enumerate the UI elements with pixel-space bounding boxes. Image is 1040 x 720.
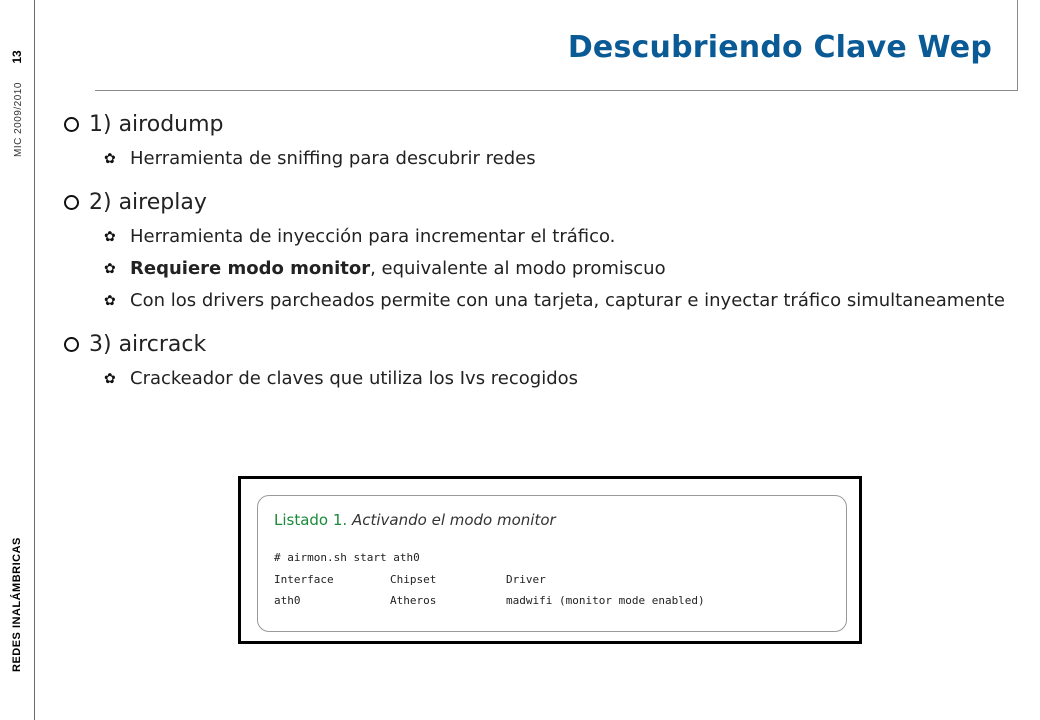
- bullet-aireplay: [62, 186, 1012, 218]
- sub-bullet-text: Con los drivers parcheados permite con una tarjeta, capturar e inyectar tráfico simultaneamente: [130, 290, 1005, 311]
- ring-bullet-icon: [64, 117, 79, 132]
- sub-bullet-rest: , equivalente al modo promiscuo: [370, 258, 666, 279]
- listing-description: Activando el modo monitor: [351, 511, 556, 529]
- ring-bullet-icon: [64, 337, 79, 352]
- sub-bullet: [104, 146, 1012, 172]
- sub-bullet-text: [130, 256, 666, 282]
- sub-bullet: [104, 224, 1012, 250]
- header-vertical-rule: [1017, 0, 1018, 91]
- ring-bullet-icon: [64, 195, 79, 210]
- header-rule: [95, 90, 1018, 91]
- code-col-interface: Interface: [274, 573, 334, 586]
- page-number: 13: [10, 50, 24, 64]
- code-col-chipset: Chipset: [390, 573, 437, 586]
- flower-bullet-icon: ✿: [104, 371, 116, 387]
- code-header-row: [274, 573, 834, 587]
- sidebar-footer-label: REDES INALÁMBRICAS: [11, 537, 23, 672]
- sub-bullet-text: Herramienta de inyección para incrementar el tráfico.: [130, 226, 616, 247]
- bullet-airodump: [62, 108, 1012, 140]
- sub-bullet-text: Herramienta de sniffing para descubrir redes: [130, 148, 536, 169]
- bullet-label: 1) airodump: [89, 111, 224, 137]
- listing-box: [257, 495, 847, 632]
- flower-bullet-icon: ✿: [104, 261, 116, 277]
- flower-bullet-icon: ✿: [104, 229, 116, 245]
- code-cell-interface: ath0: [274, 594, 301, 607]
- bullet-label: 3) aircrack: [89, 331, 207, 357]
- listing-number: Listado 1.: [274, 511, 348, 529]
- sub-bullet: [104, 366, 1012, 392]
- sidebar-divider: [34, 0, 35, 720]
- sub-bullet: [104, 288, 1012, 314]
- sidebar-header: [8, 17, 22, 157]
- listing-caption: [274, 511, 556, 529]
- code-cell-chipset: Atheros: [390, 594, 437, 607]
- bullet-label: 2) aireplay: [89, 189, 207, 215]
- sub-bullet: [104, 256, 1012, 282]
- flower-bullet-icon: ✿: [104, 151, 116, 167]
- bold-phrase: Requiere modo monitor: [130, 258, 371, 279]
- listing-figure: [238, 476, 862, 644]
- slide-title: Descubriendo Clave Wep: [567, 30, 992, 65]
- code-command: # airmon.sh start ath0: [274, 551, 420, 564]
- code-data-row: [274, 594, 834, 608]
- bullet-list: [62, 108, 1012, 392]
- bullet-aircrack: [62, 328, 1012, 360]
- code-cell-driver: madwifi (monitor mode enabled): [506, 594, 705, 607]
- course-label: MIC 2009/2010: [13, 82, 24, 157]
- code-col-driver: Driver: [506, 573, 546, 586]
- flower-bullet-icon: ✿: [104, 293, 116, 309]
- sub-bullet-text: Crackeador de claves que utiliza los Ivs recogidos: [130, 368, 579, 389]
